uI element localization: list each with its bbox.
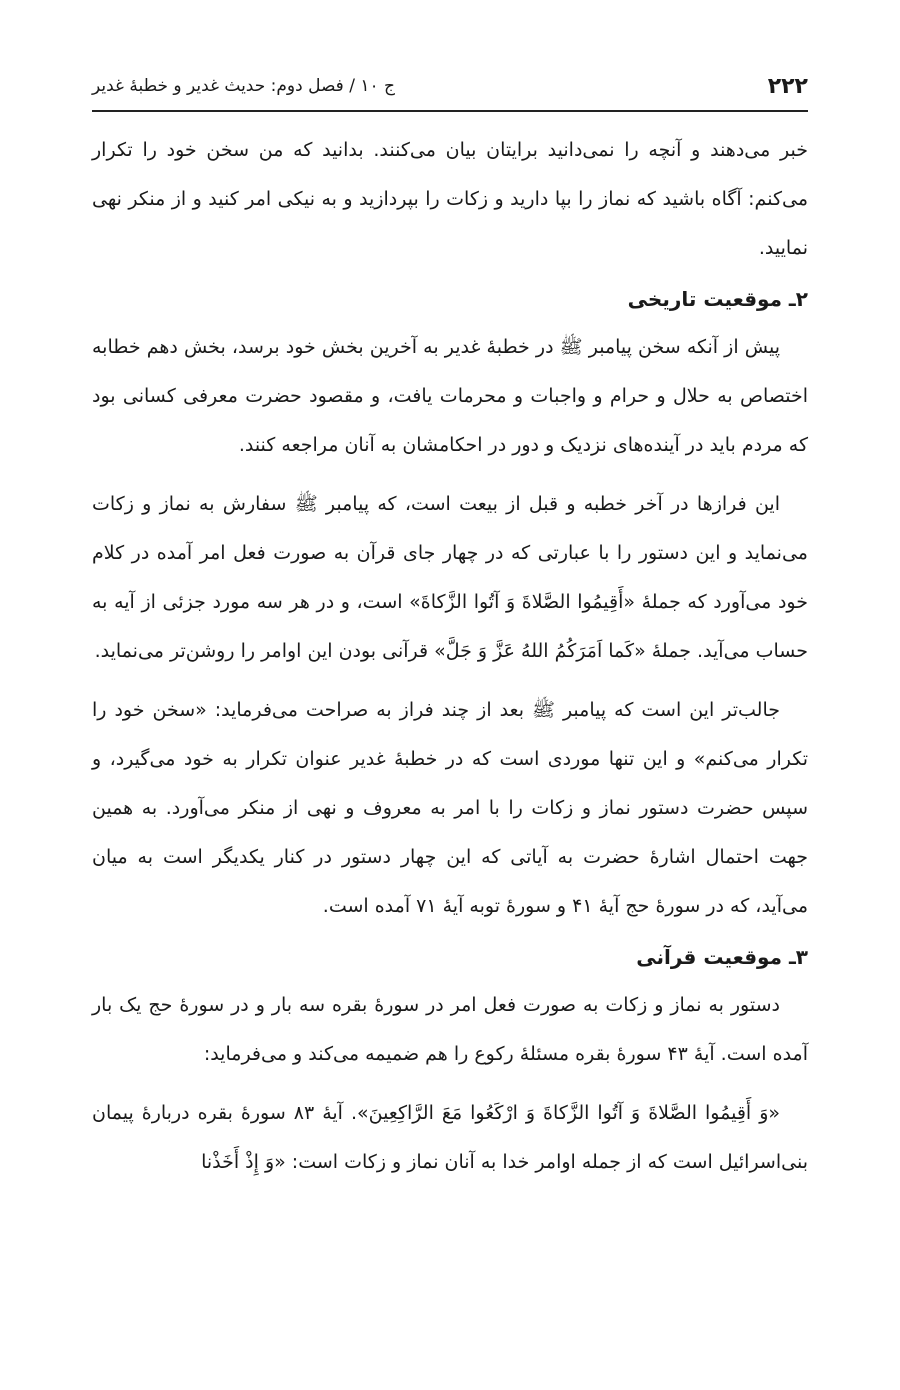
- paragraph: دستور به نماز و زکات به صورت فعل امر در سورۀ بقره سه بار و در سورۀ حج یک بار آمده است. آیۀ ۴۳ سورۀ بقره مسئلۀ رکوع را هم ضمیمه می‌کند و می‌فرماید:: [92, 994, 808, 1065]
- page-number: ۲۲۲: [767, 73, 808, 99]
- section-heading-quranic-position: ۳ـ موقعیت قرآنی: [636, 945, 808, 969]
- paragraph: پیش از آنکه سخن پیامبر ﷺ در خطبۀ غدیر به آخرین بخش خود برسد، بخش دهم خطابه اختصاص به حلال و حرام و واجبات و محرمات یافت، و مقصود حضرت معرفی کسانی بود که مردم باید در آینده‌های نزدیک و دور در احکامشان به آنان مراجعه کنند.: [92, 336, 808, 456]
- paragraph: جالب‌تر این است که پیامبر ﷺ بعد از چند فراز به صراحت می‌فرماید: «سخن خود را تکرار می‌کنم» و این تنها موردی است که در خطبۀ غدیر عنوان تکرار به خود می‌گیرد، و سپس حضرت دستور نماز و زکات را با امر به معروف و نهی از منکر می‌آورد. به همین جهت احتمال اشارۀ حضرت به آیاتی که این چهار دستور در کنار یکدیگر است به میان می‌آید، که در سورۀ حج آیۀ ۴۱ و سورۀ توبه آیۀ ۷۱ آمده است.: [92, 699, 808, 917]
- running-title: ج ۱۰ / فصل دوم: حدیث غدیر و خطبۀ غدیر: [92, 76, 396, 96]
- page-body: [92, 126, 808, 1187]
- section-heading-historical-position: ۲ـ موقعیت تاریخی: [627, 287, 808, 311]
- page-header: [92, 66, 808, 112]
- paragraph: این فرازها در آخر خطبه و قبل از بیعت است، که پیامبر ﷺ سفارش به نماز و زکات می‌نماید و این دستور را با عبارتی که در چهار جای قرآن به صورت فعل امر آمده در کلام خود می‌آورد که جملۀ «أَقِيمُوا الصَّلاةَ وَ آتُوا الزَّكاةَ» است، و در هر سه مورد جزئی از آیه به حساب می‌آید. جملۀ «كَما اَمَرَكُمُ اللهُ عَزَّ وَ جَلَّ» قرآنی بودن این اوامر را روشن‌تر می‌نماید.: [92, 493, 808, 662]
- paragraph-continuation: خبر می‌دهند و آنچه را نمی‌دانید برایتان بیان می‌کنند. بدانید که من سخن خود را تکرار می‌کنم: آگاه باشید که نماز را بپا دارید و زکات را بپردازید و به نیکی امر کنید و از منکر نهی نمایید.: [92, 139, 808, 259]
- book-page: [92, 66, 808, 1390]
- paragraph-quranic-quote: «وَ أَقِيمُوا الصَّلاةَ وَ آتُوا الزَّكاةَ وَ ارْكَعُوا مَعَ الرَّاكِعِينَ». آیۀ ۸۳ سورۀ بقره دربارۀ پیمان بنی‌اسرائیل است که از جمله اوامر خدا به آنان نماز و زکات است: «وَ إِذْ أَخَذْنا: [92, 1102, 808, 1173]
